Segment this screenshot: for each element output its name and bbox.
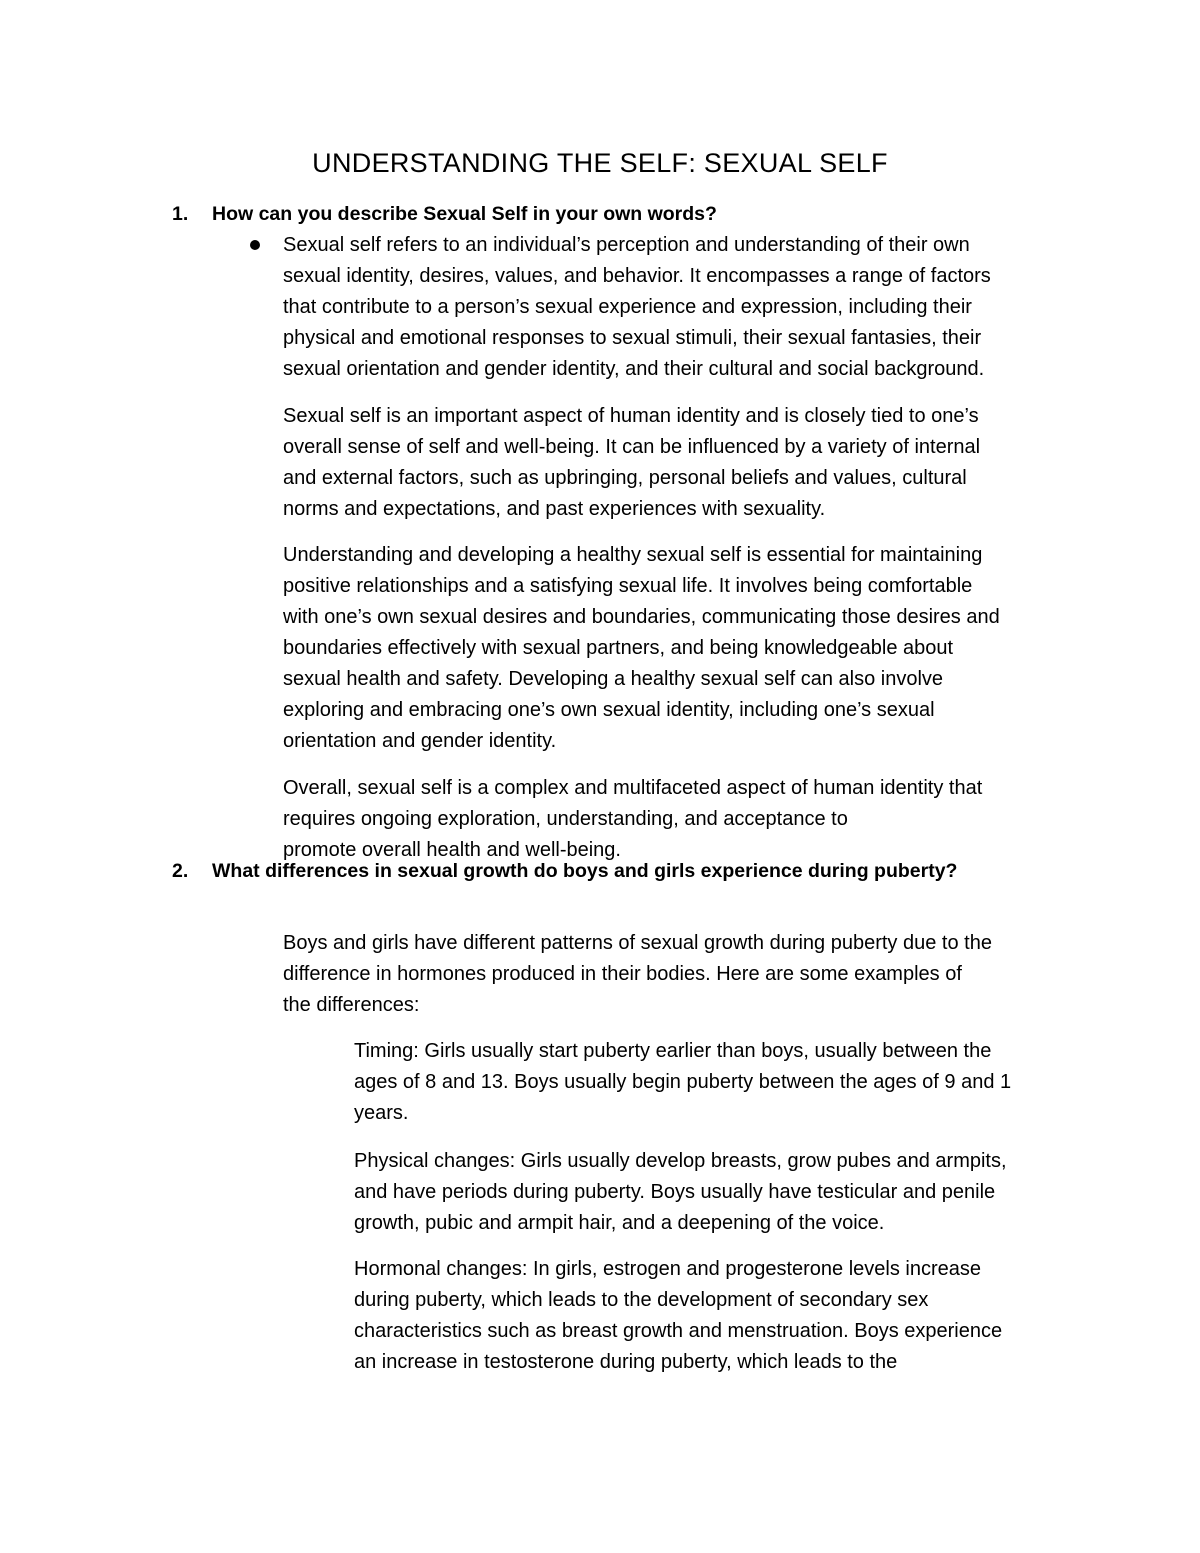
text-line: Understanding and developing a healthy sexual self is essential for maintaining xyxy=(283,544,983,566)
text-line: requires ongoing exploration, understanding, and acceptance to xyxy=(283,808,848,830)
text-line: norms and expectations, and past experiences with sexuality. xyxy=(283,498,826,520)
text-line: and external factors, such as upbringing, personal beliefs and values, cultural xyxy=(283,467,967,489)
answer-paragraph xyxy=(283,773,982,866)
text-line: an increase in testosterone during puberty, which leads to the xyxy=(354,1351,898,1373)
bullet-icon xyxy=(250,240,260,250)
text-line: Boys and girls have different patterns of sexual growth during puberty due to the xyxy=(283,932,992,954)
text-line: that contribute to a person’s sexual experience and expression, including their xyxy=(283,296,972,318)
text-line: during puberty, which leads to the development of secondary sex xyxy=(354,1289,929,1311)
text-line: characteristics such as breast growth and menstruation. Boys experience xyxy=(354,1320,1003,1342)
difference-item xyxy=(354,1254,1002,1378)
question-1 xyxy=(172,200,717,228)
text-line: Overall, sexual self is a complex and multifaceted aspect of human identity that xyxy=(283,777,983,799)
text-line: Sexual self refers to an individual’s perception and understanding of their own xyxy=(283,234,970,256)
text-line: Hormonal changes: In girls, estrogen and progesterone levels increase xyxy=(354,1258,982,1280)
text-line: exploring and embracing one’s own sexual identity, including one’s sexual xyxy=(283,699,935,721)
text-line: the differences: xyxy=(283,994,420,1016)
question-number: 1. xyxy=(172,203,189,225)
text-line: boundaries effectively with sexual partners, and being knowledgeable about xyxy=(283,637,954,659)
question-text: How can you describe Sexual Self in your own words? xyxy=(212,203,717,225)
text-line: and have periods during puberty. Boys usually have testicular and penile xyxy=(354,1181,996,1203)
question-number: 2. xyxy=(172,860,189,882)
text-line: orientation and gender identity. xyxy=(283,730,557,752)
text-line: with one’s own sexual desires and boundaries, communicating those desires and xyxy=(283,606,1000,628)
text-line: Timing: Girls usually start puberty earlier than boys, usually between the xyxy=(354,1040,992,1062)
text-line: years. xyxy=(354,1102,409,1124)
text-line: sexual identity, desires, values, and behavior. It encompasses a range of factors xyxy=(283,265,991,287)
answer-paragraph xyxy=(283,230,991,385)
text-line: Sexual self is an important aspect of human identity and is closely tied to one’s xyxy=(283,405,979,427)
difference-item xyxy=(354,1036,1011,1129)
text-line: sexual orientation and gender identity, and their cultural and social background. xyxy=(283,358,985,380)
text-line: difference in hormones produced in their bodies. Here are some examples of xyxy=(283,963,962,985)
text-line: ages of 8 and 13. Boys usually begin puberty between the ages of 9 and 1 xyxy=(354,1071,1012,1093)
answer-paragraph xyxy=(283,401,980,525)
question-text: What differences in sexual growth do boys and girls experience during puberty? xyxy=(212,860,958,882)
document-title: UNDERSTANDING THE SELF: SEXUAL SELF xyxy=(312,148,888,178)
answer-paragraph xyxy=(283,540,1000,757)
text-line: sexual health and safety. Developing a healthy sexual self can also involve xyxy=(283,668,944,690)
text-line: physical and emotional responses to sexual stimuli, their sexual fantasies, their xyxy=(283,327,982,349)
text-line: Physical changes: Girls usually develop breasts, grow pubes and armpits, xyxy=(354,1150,1007,1172)
question-2 xyxy=(172,857,957,885)
difference-item xyxy=(354,1146,1007,1239)
text-line: positive relationships and a satisfying sexual life. It involves being comfortable xyxy=(283,575,973,597)
answer-paragraph xyxy=(283,928,992,1021)
text-line: growth, pubic and armpit hair, and a deepening of the voice. xyxy=(354,1212,885,1234)
text-line: overall sense of self and well-being. It can be influenced by a variety of internal xyxy=(283,436,981,458)
text-line: promote overall health and well-being. xyxy=(283,839,621,861)
